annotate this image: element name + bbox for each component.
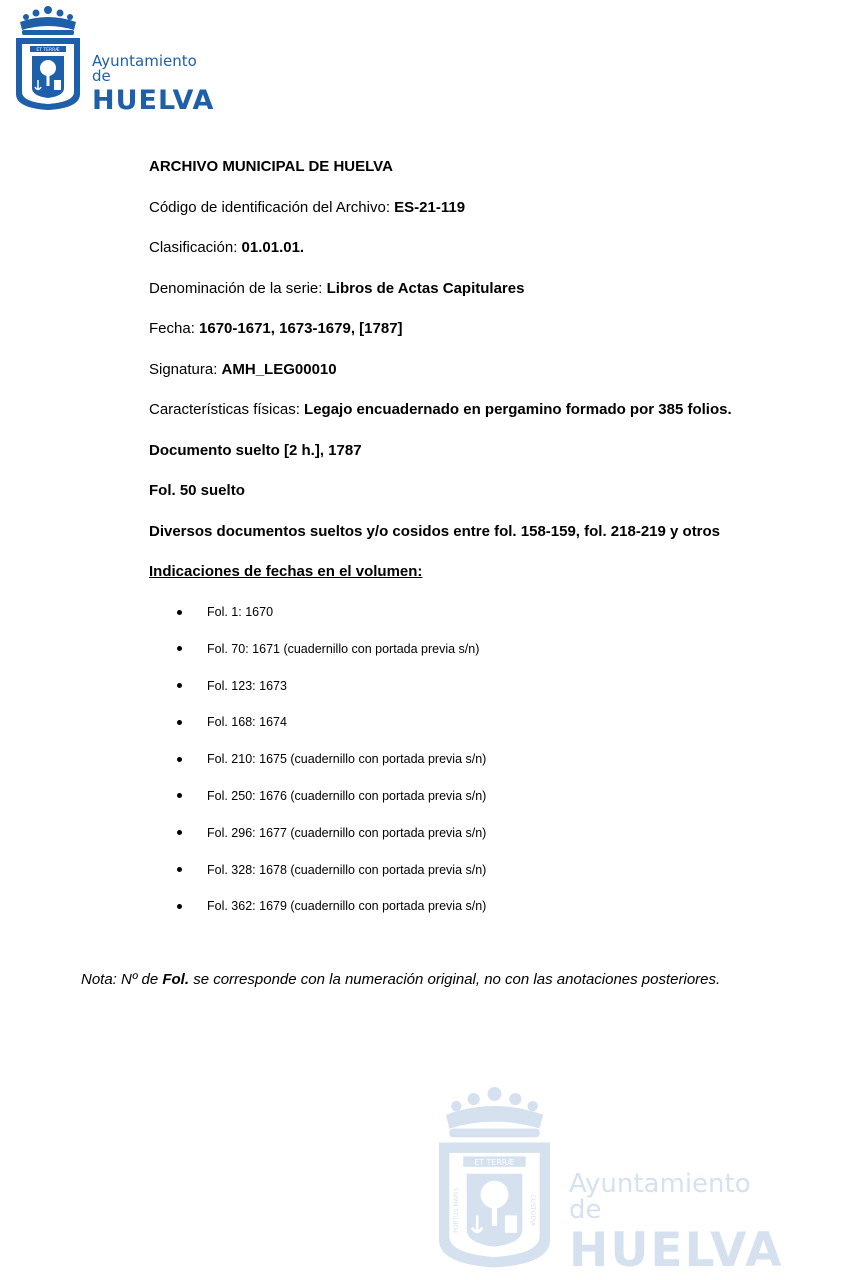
physical-label: Características físicas: xyxy=(149,401,305,418)
list-item xyxy=(175,823,675,843)
date-label: Fecha: xyxy=(149,320,200,337)
dates-list xyxy=(175,602,675,933)
list-item xyxy=(175,896,675,916)
series-label: Denominación de la serie: xyxy=(149,279,327,297)
list-item xyxy=(175,712,675,732)
list-item-text: Fol. 296: 1677 (cuadernillo con portada previa s/n) xyxy=(207,825,487,840)
dates-heading: Indicaciones de fechas en el volumen: xyxy=(149,563,423,580)
watermark-logo xyxy=(432,1078,784,1278)
watermark-subtitle: Ayuntamiento de xyxy=(569,1169,751,1225)
list-item-text: Fol. 250: 1676 (cuadernillo con portada previa s/n) xyxy=(207,788,487,803)
crest-icon xyxy=(12,2,84,112)
bullet-icon xyxy=(177,867,182,872)
bullet-icon xyxy=(177,757,182,762)
list-item-text: Fol. 70: 1671 (cuadernillo con portada previa s/n) xyxy=(207,641,480,656)
archive-code xyxy=(149,198,809,218)
watermark-crest-icon xyxy=(432,1078,557,1273)
logo-subtitle: Ayuntamiento de xyxy=(92,52,197,85)
footnote-bold: Fol. xyxy=(162,971,190,988)
signature-value: AMH_LEG00010 xyxy=(221,360,337,378)
watermark-left-text: PORTUS MARIS xyxy=(453,1187,461,1233)
bullet-icon xyxy=(177,683,182,688)
bullet-icon xyxy=(177,646,182,651)
classification xyxy=(149,238,809,258)
watermark-banner-text: ET TERRÆ xyxy=(474,1158,515,1168)
header-logo xyxy=(12,2,215,116)
physical-value: Legajo encuadernado en pergamino formado por 385 folios. xyxy=(304,401,732,418)
list-item xyxy=(175,639,675,659)
archive-code-value: ES-21-119 xyxy=(394,198,466,216)
physical-features xyxy=(149,400,809,420)
folio-50-note: Fol. 50 suelto xyxy=(149,482,245,499)
list-item-text: Fol. 328: 1678 (cuadernillo con portada previa s/n) xyxy=(207,862,487,877)
logo-title: HUELVA xyxy=(92,85,215,116)
archive-title: ARCHIVO MUNICIPAL DE HUELVA xyxy=(149,158,393,175)
footnote-part1: Nota: Nº de xyxy=(81,971,163,988)
classification-value: 01.01.01. xyxy=(241,239,305,256)
bullet-icon xyxy=(177,793,182,798)
watermark-title: HUELVA xyxy=(569,1223,784,1278)
classification-label: Clasificación: xyxy=(149,239,242,256)
bullet-icon xyxy=(177,610,182,615)
signature-label: Signatura: xyxy=(149,360,222,378)
loose-document: Documento suelto [2 h.], 1787 xyxy=(149,441,362,459)
list-item-text: Fol. 210: 1675 (cuadernillo con portada previa s/n) xyxy=(207,752,487,767)
date-value: 1670-1671, 1673-1679, [1787] xyxy=(199,320,403,337)
signature xyxy=(149,360,809,380)
bullet-icon xyxy=(177,830,182,835)
list-item-text: Fol. 362: 1679 (cuadernillo con portada previa s/n) xyxy=(207,899,487,914)
list-item xyxy=(175,676,675,696)
crest-banner-text: ET TERRÆ xyxy=(36,48,60,53)
list-item xyxy=(175,860,675,880)
series-value: Libros de Actas Capitulares xyxy=(326,279,525,297)
date-range xyxy=(149,319,809,339)
document-body xyxy=(149,157,809,603)
footnote xyxy=(81,971,720,988)
list-item xyxy=(175,749,675,769)
list-item-text: Fol. 1: 1670 xyxy=(207,605,274,619)
series-name xyxy=(149,279,809,299)
list-item xyxy=(175,786,675,806)
list-item-text: Fol. 168: 1674 xyxy=(207,715,287,730)
archive-code-label: Código de identificación del Archivo: xyxy=(149,198,395,216)
footnote-part2: se corresponde con la numeración original, no con las anotaciones posteriores. xyxy=(189,971,721,988)
list-item xyxy=(175,602,675,622)
bullet-icon xyxy=(177,904,182,909)
list-item-text: Fol. 123: 1673 xyxy=(207,678,287,693)
watermark-right-text: CUSTODIA xyxy=(528,1194,536,1227)
various-documents: Diversos documentos sueltos y/o cosidos entre fol. 158-159, fol. 218-219 y otros xyxy=(149,522,721,540)
bullet-icon xyxy=(177,720,182,725)
